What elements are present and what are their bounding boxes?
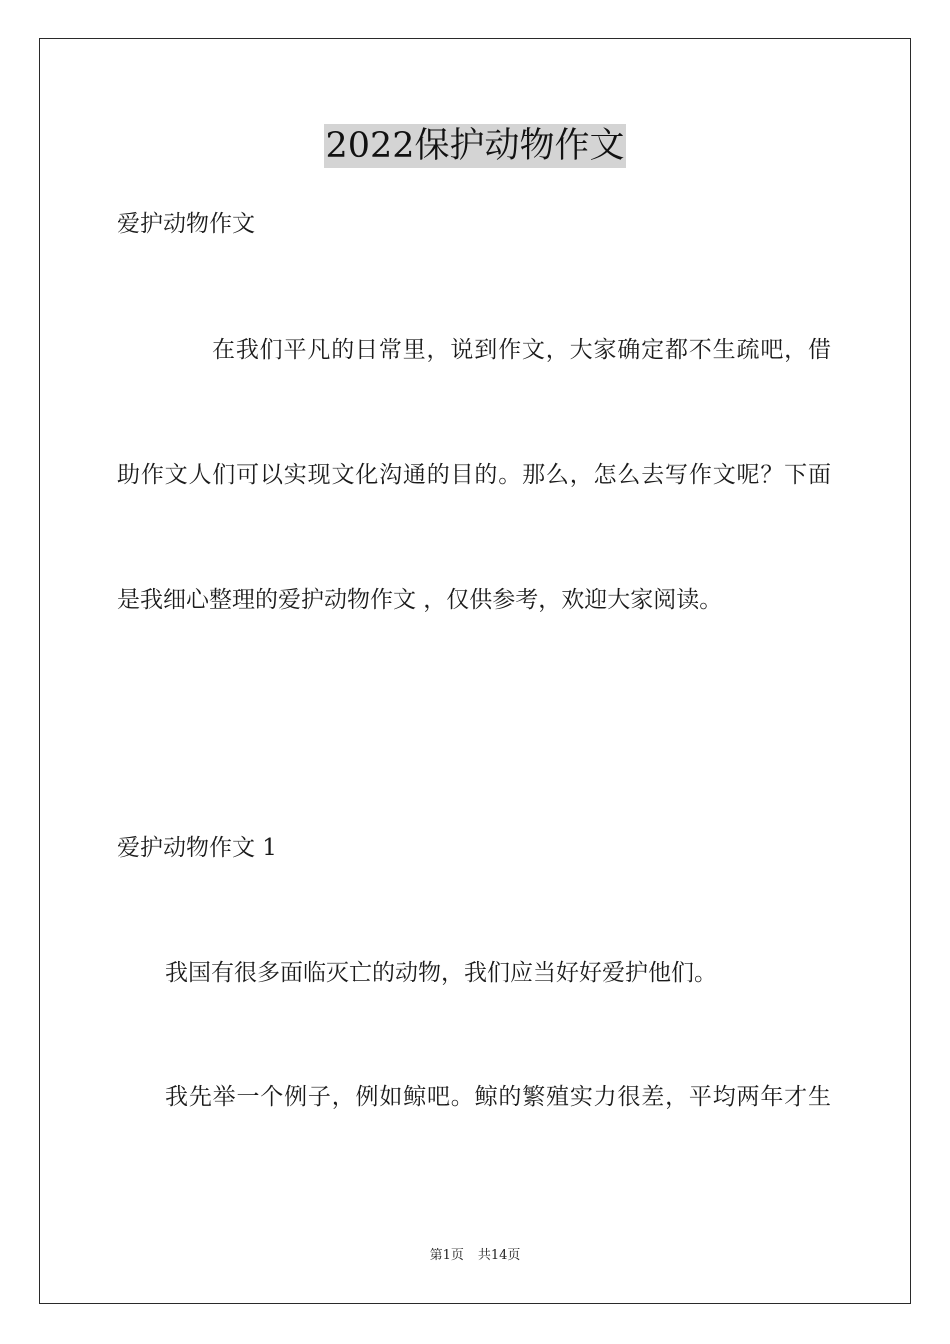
intro-line-1: 在我们平凡的日常里，说到作文，大家确定都不生疏吧，借 [212, 337, 831, 363]
document-heading: 爱护动物作文 [117, 211, 255, 237]
page-footer [0, 1248, 950, 1264]
intro-line-2: 助作文人们可以实现文化沟通的目的。那么，怎么去写作文呢？下面 [117, 462, 831, 488]
body-line-1: 我国有很多面临灭亡的动物，我们应当好好爱护他们。 [165, 960, 717, 986]
document-title: 2022保护动物作文 [325, 126, 625, 166]
intro-line-3: 是我细心整理的爱护动物作文 ，仅供参考，欢迎大家阅读。 [117, 587, 723, 613]
title-container [0, 124, 950, 168]
page-total: 共14页 [477, 1248, 521, 1263]
body-line-2: 我先举一个例子，例如鲸吧。鲸的繁殖实力很差，平均两年才生 [165, 1084, 831, 1110]
section-title: 爱护动物作文 1 [117, 835, 277, 861]
page-number: 第1页 [429, 1248, 464, 1263]
